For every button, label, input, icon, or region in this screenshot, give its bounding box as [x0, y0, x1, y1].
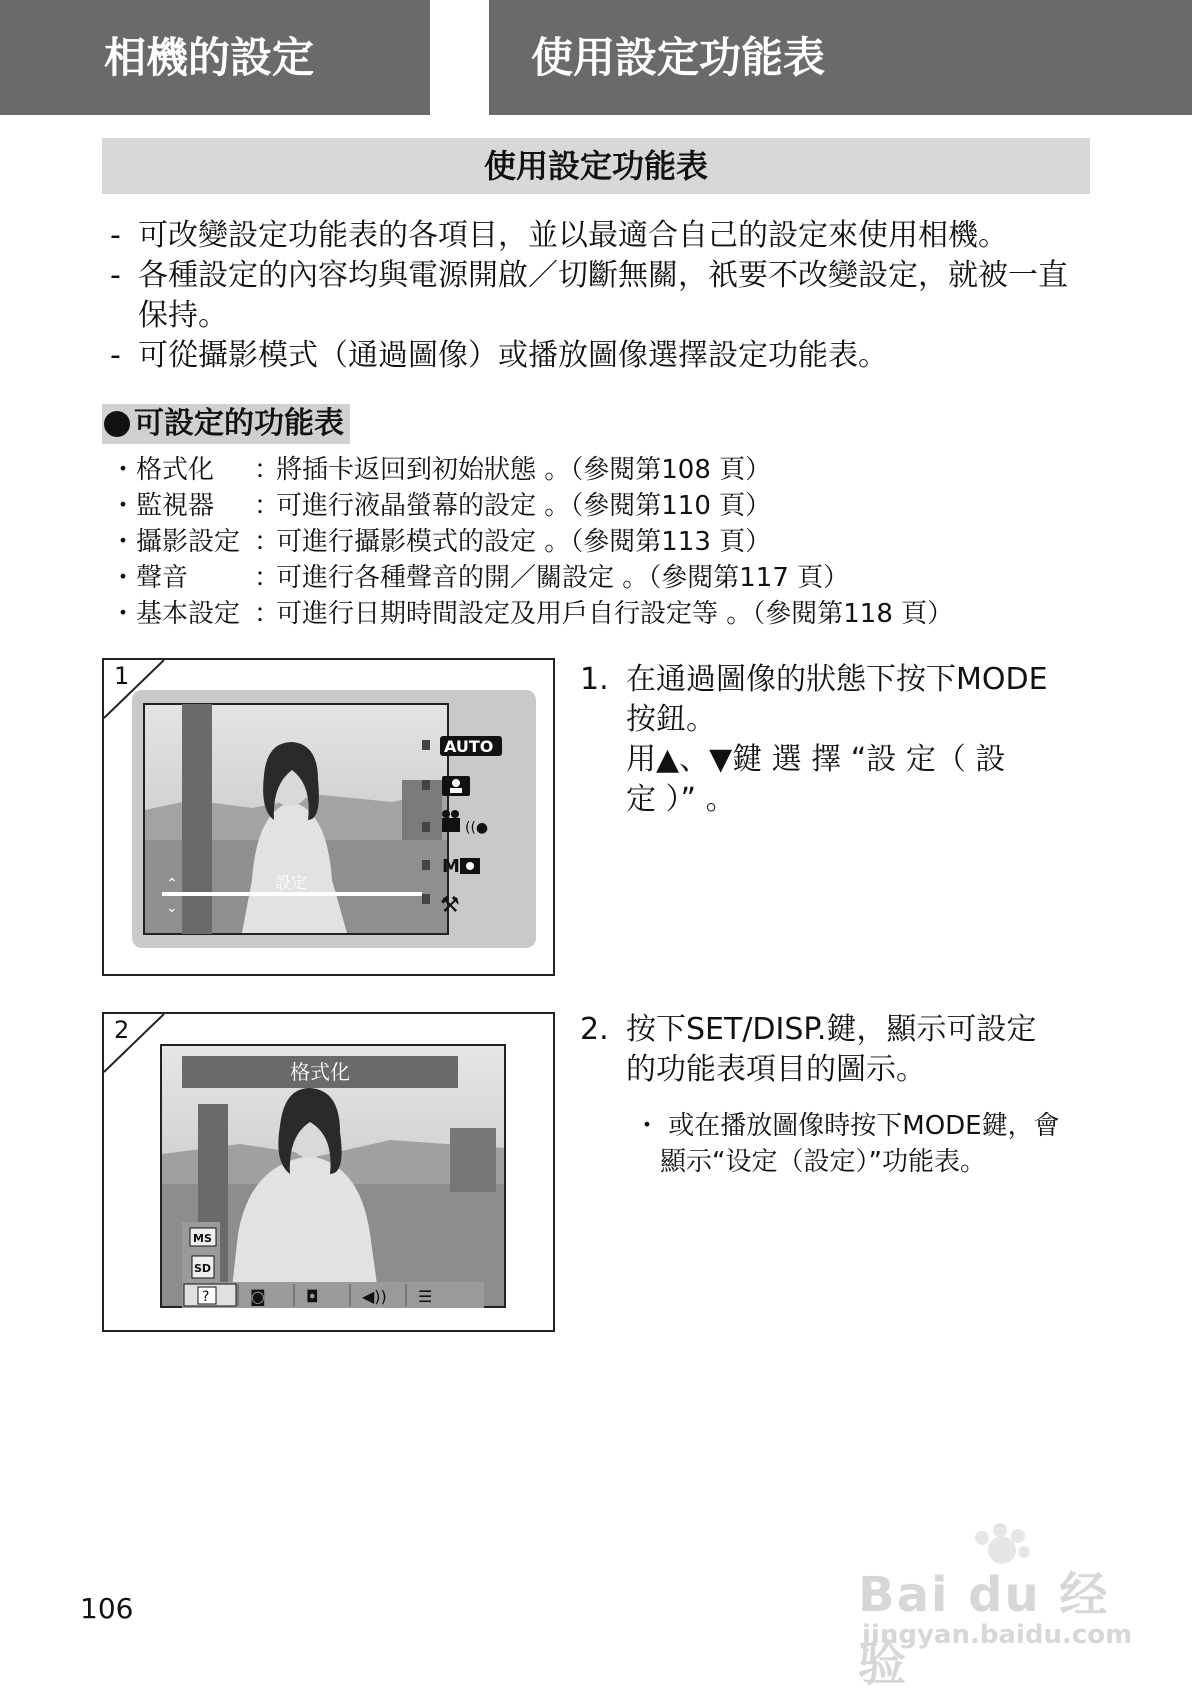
section-title: 使用設定功能表 [102, 138, 1090, 194]
figure-number: 2 [114, 1016, 130, 1044]
basic-settings-icon: ☰ [418, 1287, 433, 1306]
note-line: 顯示“设定（設定）”功能表。 [660, 1147, 986, 1177]
step-2-note [634, 1108, 1094, 1180]
step-1 [580, 660, 1100, 830]
setup-tools-icon: ⚒ [440, 893, 460, 918]
manual-mode-label: M [442, 856, 460, 877]
figure-2 [102, 1012, 555, 1332]
svg-text:MS: MS [193, 1232, 212, 1245]
menu-desc: 將插卡返回到初始狀態 。（參閱第108 頁） [276, 455, 772, 485]
menu-term: 基本設定 [136, 599, 241, 629]
sound-menu-icon: ◀)) [362, 1287, 387, 1306]
menu-desc: 可進行液晶螢幕的設定 。（參閱第110 頁） [276, 491, 772, 521]
menu-term: 攝影設定 [136, 527, 241, 557]
svg-text:⌄: ⌄ [166, 900, 178, 916]
menu-desc: 可進行攝影模式的設定 。（參閱第113 頁） [276, 527, 772, 557]
watermark-url: jingyan.baidu.com [862, 1620, 1133, 1650]
menus-heading [102, 404, 350, 444]
voice-mode-icon: ((● [465, 820, 489, 836]
menu-item: ・ 基本設定 ： 可進行日期時間設定及用戶自行設定等 。（參閱第118 頁） [110, 596, 953, 632]
step-line: 的功能表項目的圖示。 [626, 1052, 926, 1087]
auto-mode-label: AUTO [444, 737, 494, 756]
help-icon: ? [202, 1289, 210, 1305]
figure-number: 1 [114, 662, 130, 690]
movie-mode-icon [442, 818, 460, 832]
monitor-menu-icon: ◙ [250, 1287, 266, 1306]
chapter-tab: 相機的設定 [0, 0, 430, 115]
step-number: 1. [580, 662, 609, 697]
menu-desc: 可進行日期時間設定及用戶自行設定等 。（參閱第118 頁） [276, 599, 954, 629]
svg-text:⌃: ⌃ [166, 876, 178, 892]
menu-desc: 可進行各種聲音的開／關設定 。（參閱第117 頁） [276, 563, 850, 593]
menu-item: ・ 監視器 ： 可進行液晶螢幕的設定 。（參閱第110 頁） [110, 488, 953, 524]
intro-list [110, 216, 1090, 376]
intro-item: - 可改變設定功能表的各項目，並以最適合自己的設定來使用相機。 [110, 216, 1090, 256]
svg-text:SD: SD [194, 1262, 212, 1275]
shooting-settings-icon: ◘ [306, 1287, 319, 1306]
menu-item: ・ 聲音 ： 可進行各種聲音的開／關設定 。（參閱第117 頁） [110, 560, 953, 596]
figure-1 [102, 658, 555, 976]
step-line: 在通過圖像的狀態下按下MODE [626, 662, 1048, 697]
menu-item: ・ 攝影設定 ： 可進行攝影模式的設定 。（參閱第113 頁） [110, 524, 953, 560]
lcd-screen [132, 690, 536, 948]
page-number: 106 [80, 1592, 134, 1625]
menu-term: 格式化 [136, 455, 215, 485]
step-number: 2. [580, 1012, 609, 1047]
lcd-frame [132, 690, 536, 948]
watermark [852, 1520, 1152, 1692]
bullet-dot-icon [104, 411, 130, 437]
title-bar-text: 格式化 [290, 1060, 350, 1084]
lcd-screen-2 [160, 1044, 506, 1308]
menu-item: ・ 格式化 ： 將插卡返回到初始狀態 。（參閱第108 頁） [110, 452, 953, 488]
menus-heading-text: 可設定的功能表 [134, 406, 344, 441]
intro-item: - 各種設定的內容均與電源開啟／切斷無關，祇要不改變設定，就被一直保持。 [110, 256, 1090, 336]
intro-item: - 可從攝影模式（通過圖像）或播放圖像選擇設定功能表。 [110, 336, 1090, 376]
menu-term: 監視器 [136, 491, 215, 521]
menu-term: 聲音 [136, 563, 189, 593]
step-line: 用▲、▼鍵 選 擇 “設 定（ 設 [626, 742, 1006, 777]
section-tab: 使用設定功能表 [489, 0, 1192, 115]
step-line: 定 ）” 。 [626, 782, 736, 817]
watermark-brand: Bai du 经验 [858, 1567, 1110, 1692]
menu-list [110, 452, 953, 632]
overlay-label: 設定 [275, 873, 308, 892]
step-line: 按下SET/DISP.鍵，顯示可設定 [626, 1012, 1037, 1047]
step-line: 按鈕。 [626, 702, 716, 737]
step-2 [580, 1010, 1100, 1100]
note-line: ・ 或在播放圖像時按下MODE鍵，會 [634, 1111, 1060, 1141]
